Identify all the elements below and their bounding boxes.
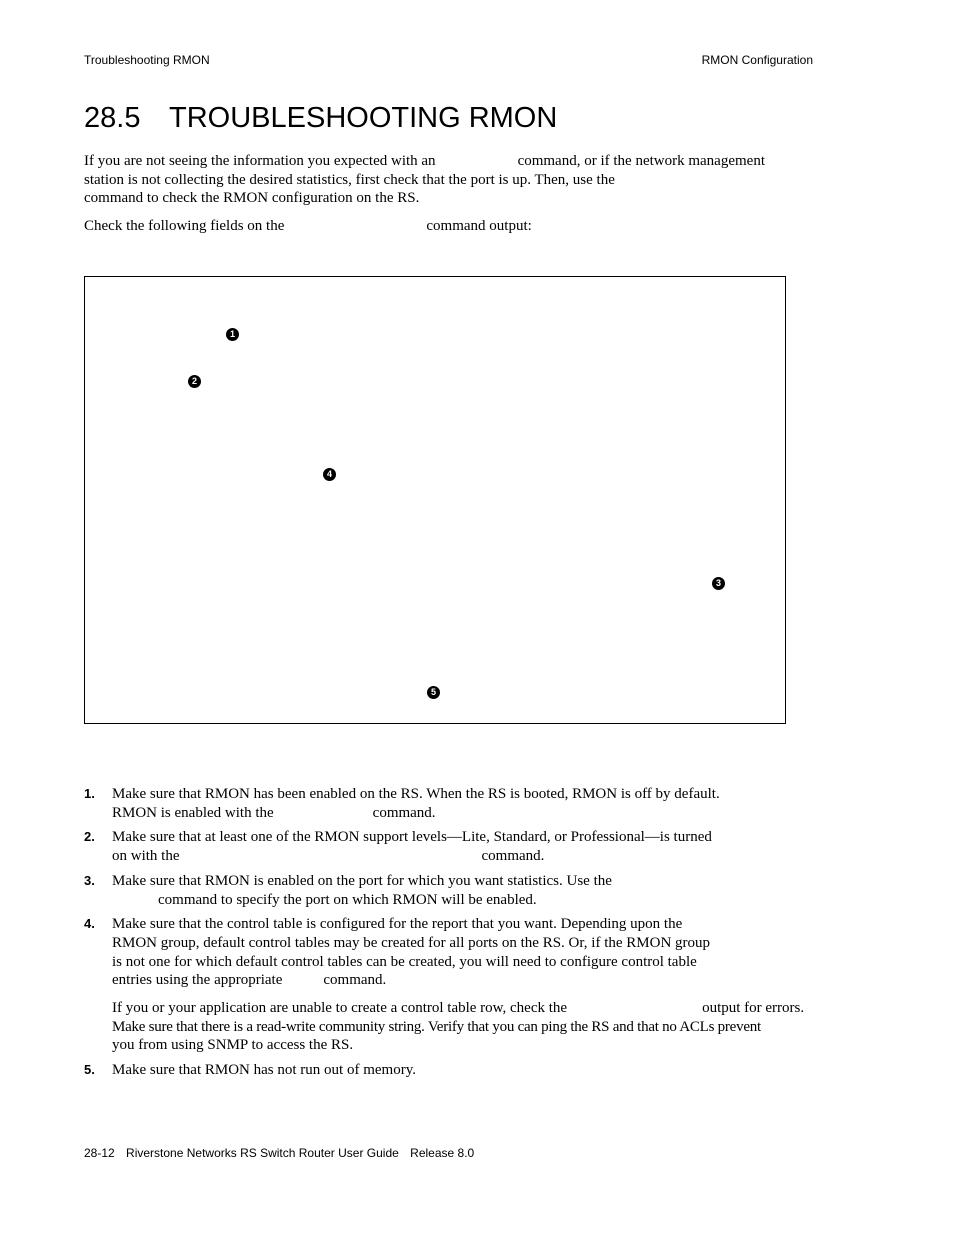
step-1-marker: 1.: [84, 786, 95, 801]
step-2: [84, 828, 814, 865]
step-4-note: [112, 999, 814, 1055]
step-4-marker: 4.: [84, 916, 95, 932]
check-text-b: command output:: [426, 218, 532, 234]
footer-page-number: 28-12: [84, 1146, 115, 1160]
step-1-line-2b: command.: [372, 804, 436, 821]
step-4-line-1: Make sure that the control table is configured for the report that you want. Depending upon the: [112, 916, 683, 933]
intro-line-3: command to check the RMON configuration on the RS.: [84, 190, 420, 206]
step-4-line-4b: command.: [323, 972, 387, 989]
step-4-note-1b: output for errors.: [702, 1000, 805, 1017]
step-3-line-2: command to specify the port on which RMON will be enabled.: [158, 891, 537, 908]
running-header-left: Troubleshooting RMON: [84, 53, 210, 67]
callout-1: 1: [226, 328, 239, 341]
footer-release: Release 8.0: [410, 1146, 475, 1160]
step-3-line-1: Make sure that RMON is enabled on the port for which you want statistics. Use the: [112, 872, 612, 889]
section-number: 28.5: [84, 102, 141, 134]
intro-paragraph: [84, 152, 804, 208]
step-3-marker: 3.: [84, 872, 95, 888]
step-4-note-1a: If you or your application are unable to create a control table row, check the: [112, 1000, 568, 1017]
step-4-line-2: RMON group, default control tables may be created for all ports on the RS. Or, if the RMON group: [112, 934, 711, 951]
step-5-line-1: Make sure that RMON has not run out of memory.: [112, 1062, 416, 1079]
step-4-line-3: is not one for which default control tables can be created, you will need to configure control table: [112, 953, 697, 970]
step-2-marker: 2.: [84, 829, 95, 845]
troubleshooting-steps: [84, 785, 814, 1086]
footer-book-title: Riverstone Networks RS Switch Router User Guide: [126, 1146, 399, 1160]
step-4-note-3: you from using SNMP to access the RS.: [112, 1037, 354, 1054]
intro-line-1a: If you are not seeing the information you expected with an: [84, 153, 436, 169]
step-3: [84, 872, 814, 909]
step-4-line-4a: entries using the appropriate: [112, 972, 283, 989]
step-4: [84, 915, 814, 1055]
callout-4: 4: [323, 468, 336, 481]
check-text-a: Check the following fields on the: [84, 218, 285, 234]
callout-3: 3: [712, 577, 725, 590]
intro-line-1b: command, or if the network management: [517, 153, 765, 169]
step-1: [84, 785, 814, 822]
intro-line-2: station is not collecting the desired statistics, first check that the port is up. Then, use the: [84, 171, 615, 188]
page-footer: [84, 1146, 482, 1160]
running-header-right: RMON Configuration: [701, 53, 813, 67]
section-heading: [84, 102, 557, 135]
command-output-box: [84, 276, 786, 724]
step-4-note-2: Make sure that there is a read-write community string. Verify that you can ping the RS and that no ACLs prevent: [112, 1018, 761, 1035]
step-2-line-2b: command.: [481, 848, 545, 865]
callout-2: 2: [188, 375, 201, 388]
section-title: TROUBLESHOOTING RMON: [169, 102, 558, 134]
step-1-line-2a: RMON is enabled with the: [112, 804, 274, 821]
step-2-line-1: Make sure that at least one of the RMON support levels—Lite, Standard, or Professional—is turned: [112, 829, 712, 846]
check-paragraph: [84, 217, 532, 236]
callout-5: 5: [427, 686, 440, 699]
step-5-marker: 5.: [84, 1062, 95, 1078]
step-1-line-1: Make sure that RMON has been enabled on the RS. When the RS is booted, RMON is off by default.: [112, 786, 720, 802]
step-5: [84, 1061, 814, 1080]
step-2-line-2a: on with the: [112, 848, 180, 865]
